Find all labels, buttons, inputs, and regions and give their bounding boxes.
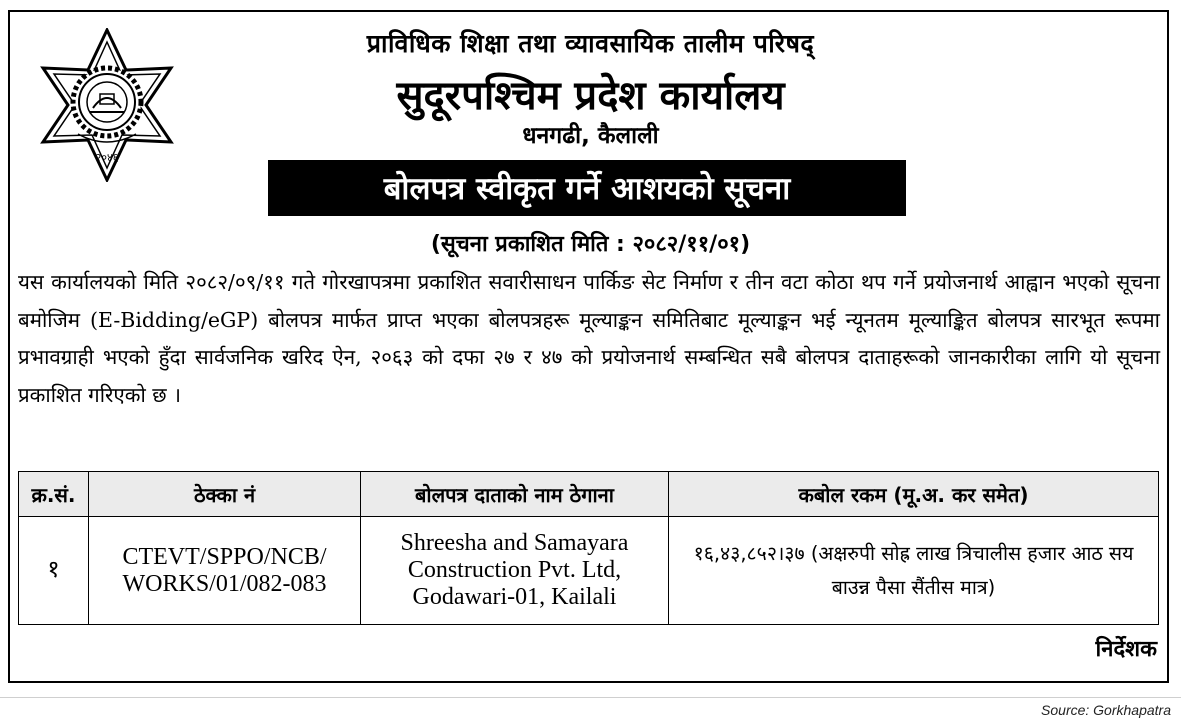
table-header-row <box>19 472 1159 517</box>
published-date: (सूचना प्रकाशित मिति : २०८२/११/०१) <box>430 232 751 257</box>
office-name: सुदूरपश्चिम प्रदेश कार्यालय <box>396 73 785 119</box>
signatory: निर्देशक <box>1095 637 1157 662</box>
header-contract-no: ठेक्का नं <box>89 472 361 517</box>
header-amount: कबोल रकम (मू.अ. कर समेत) <box>669 472 1159 517</box>
office-location: धनगढी, कैलाली <box>522 123 659 149</box>
council-name: प्राविधिक शिक्षा तथा व्यावसायिक तालीम परिषद् <box>366 29 815 58</box>
cell-serial: १ <box>19 517 89 625</box>
svg-text:२०४६: २०४६ <box>95 151 119 164</box>
award-table <box>18 471 1159 625</box>
header-bidder: बोलपत्र दाताको नाम ठेगाना <box>361 472 669 517</box>
footer-divider <box>0 697 1181 698</box>
notice-title <box>268 160 906 216</box>
cell-bidder: Shreesha and Samayara Construction Pvt. Ltd, Godawari-01, Kailali <box>361 517 669 625</box>
cell-amount: १६,४३,८५२।३७ (अक्षरुपी सोह्र लाख त्रिचालीस हजार आठ सय बाउन्न पैसा सैंतीस मात्र) <box>669 517 1159 625</box>
notice-title-text: बोलपत्र स्वीकृत गर्ने आशयको सूचना <box>383 171 791 207</box>
header-serial: क्र.सं. <box>19 472 89 517</box>
notice-body: यस कार्यालयको मिति २०८२/०९/११ गते गोरखापत्रमा प्रकाशित सवारीसाधन पार्किङ सेट निर्माण र तीन वटा कोठा थप गर्ने प्रयोजनार्थ आह्वान भएको सूचना बमोजिम (E-Bidding/eGP) बोलपत्र मार्फत प्राप्त भएका बोलपत्रहरू मूल्याङ्कन समितिबाट मूल्याङ्कन भई न्यूनतम मूल्याङ्कित बोलपत्र सारभूत रूपमा प्रभावग्राही भएको हुँदा सार्वजनिक खरिद ऐन, २०६३ को दफा २७ र ४७ को प्रयोजनार्थ सम्बन्धित सबै बोलपत्र दाताहरूको जानकारीका लागि यो सूचना प्रकाशित गरिएको छ । <box>18 270 1160 407</box>
cell-contract-no: CTEVT/SPPO/NCB/ WORKS/01/082-083 <box>89 517 361 625</box>
table-row <box>19 517 1159 625</box>
source-credit: Source: Gorkhapatra <box>1041 702 1171 718</box>
